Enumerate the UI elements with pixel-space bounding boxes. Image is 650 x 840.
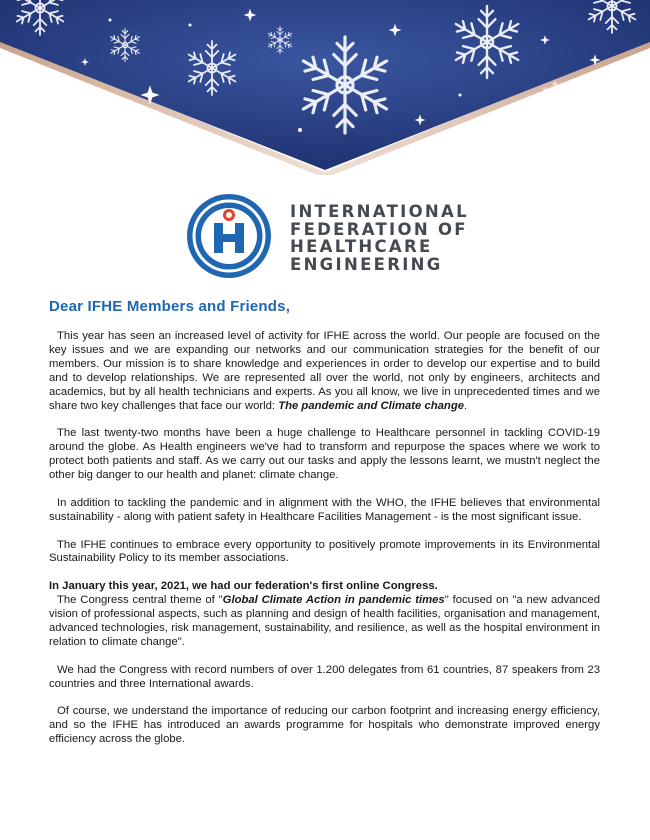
letter-body — [49, 330, 600, 747]
ifhe-logo — [186, 193, 476, 279]
logo-line-2: FEDERATION OF — [290, 219, 468, 239]
winter-snowflake-banner — [0, 0, 650, 175]
ifhe-h-emblem-icon — [186, 193, 272, 279]
paragraph-congress-rest: " focused on "a new advanced vision of professional aspects, such as planning and design of health facilities, organisation and management, advanced technologies, risk management, sustainability, and resilience, as well as the hospital environment in relation to climate change". — [49, 594, 600, 648]
paragraph-activity-end: . — [464, 399, 468, 412]
paragraph-energy: Of course, we understand the importance of reducing our carbon footprint and increasing energy efficiency, and so the IFHE has introduced an awards programme for hospitals who demonstrate improved energy efficiency across the globe. — [49, 705, 600, 746]
paragraph-congress — [49, 594, 600, 650]
paragraph-sustainability: In addition to tackling the pandemic and in alignment with the WHO, the IFHE believes that environmental sustainability - along with patient safety in Healthcare Facilities Management - is the most significant issue. — [49, 496, 600, 523]
paragraph-delegates: We had the Congress with record numbers of over 1.200 delegates from 61 countries, 87 speakers from 23 countries and three International awards. — [49, 663, 600, 690]
paragraph-covid: The last twenty-two months have been a huge challenge to Healthcare personnel in tackling COVID-19 around the globe. As Health engineers we've had to transform and repurpose the spaces where we work to protect both patients and staff. As we carry out our tasks and apply the lessons learnt, we mustn't neglect the other big danger to our health and planet: climate change. — [49, 427, 600, 482]
logo-line-3: HEALTHCARE — [290, 237, 433, 256]
paragraph-activity-text: This year has seen an increased level of activity for IFHE across the world. Our people are focused on the key issues and we are expanding our networks and our communication strategies for the benefit of our members. Our mission is to share knowledge and experiences in order to develop our expertise and to build and to develop relationships. We are represented all over the world, not only by engineers, architects and academics, but by all health technicians and experts. As you all know, we live in unprecedented times and we share two key challenges that face our world: — [49, 330, 600, 412]
paragraph-activity-emphasis: The pandemic and Climate change — [278, 399, 465, 412]
paragraph-activity — [49, 330, 600, 413]
paragraph-congress-start: The Congress central theme of " — [57, 594, 223, 607]
ifhe-wordmark — [290, 203, 480, 273]
letter-greeting: Dear IFHE Members and Friends, — [49, 298, 291, 315]
paragraph-congress-theme: Global Climate Action in pandemic times — [222, 594, 445, 607]
paragraph-congress-heading: In January this year, 2021, we had our federation's first online Congress. — [49, 580, 438, 593]
logo-line-4: ENGINEERING — [290, 254, 443, 274]
logo-line-1: INTERNATIONAL — [290, 202, 469, 221]
paragraph-policy: The IFHE continues to embrace every opportunity to positively promote improvements in its Environmental Sustainability Policy to its member associations. — [49, 538, 600, 565]
